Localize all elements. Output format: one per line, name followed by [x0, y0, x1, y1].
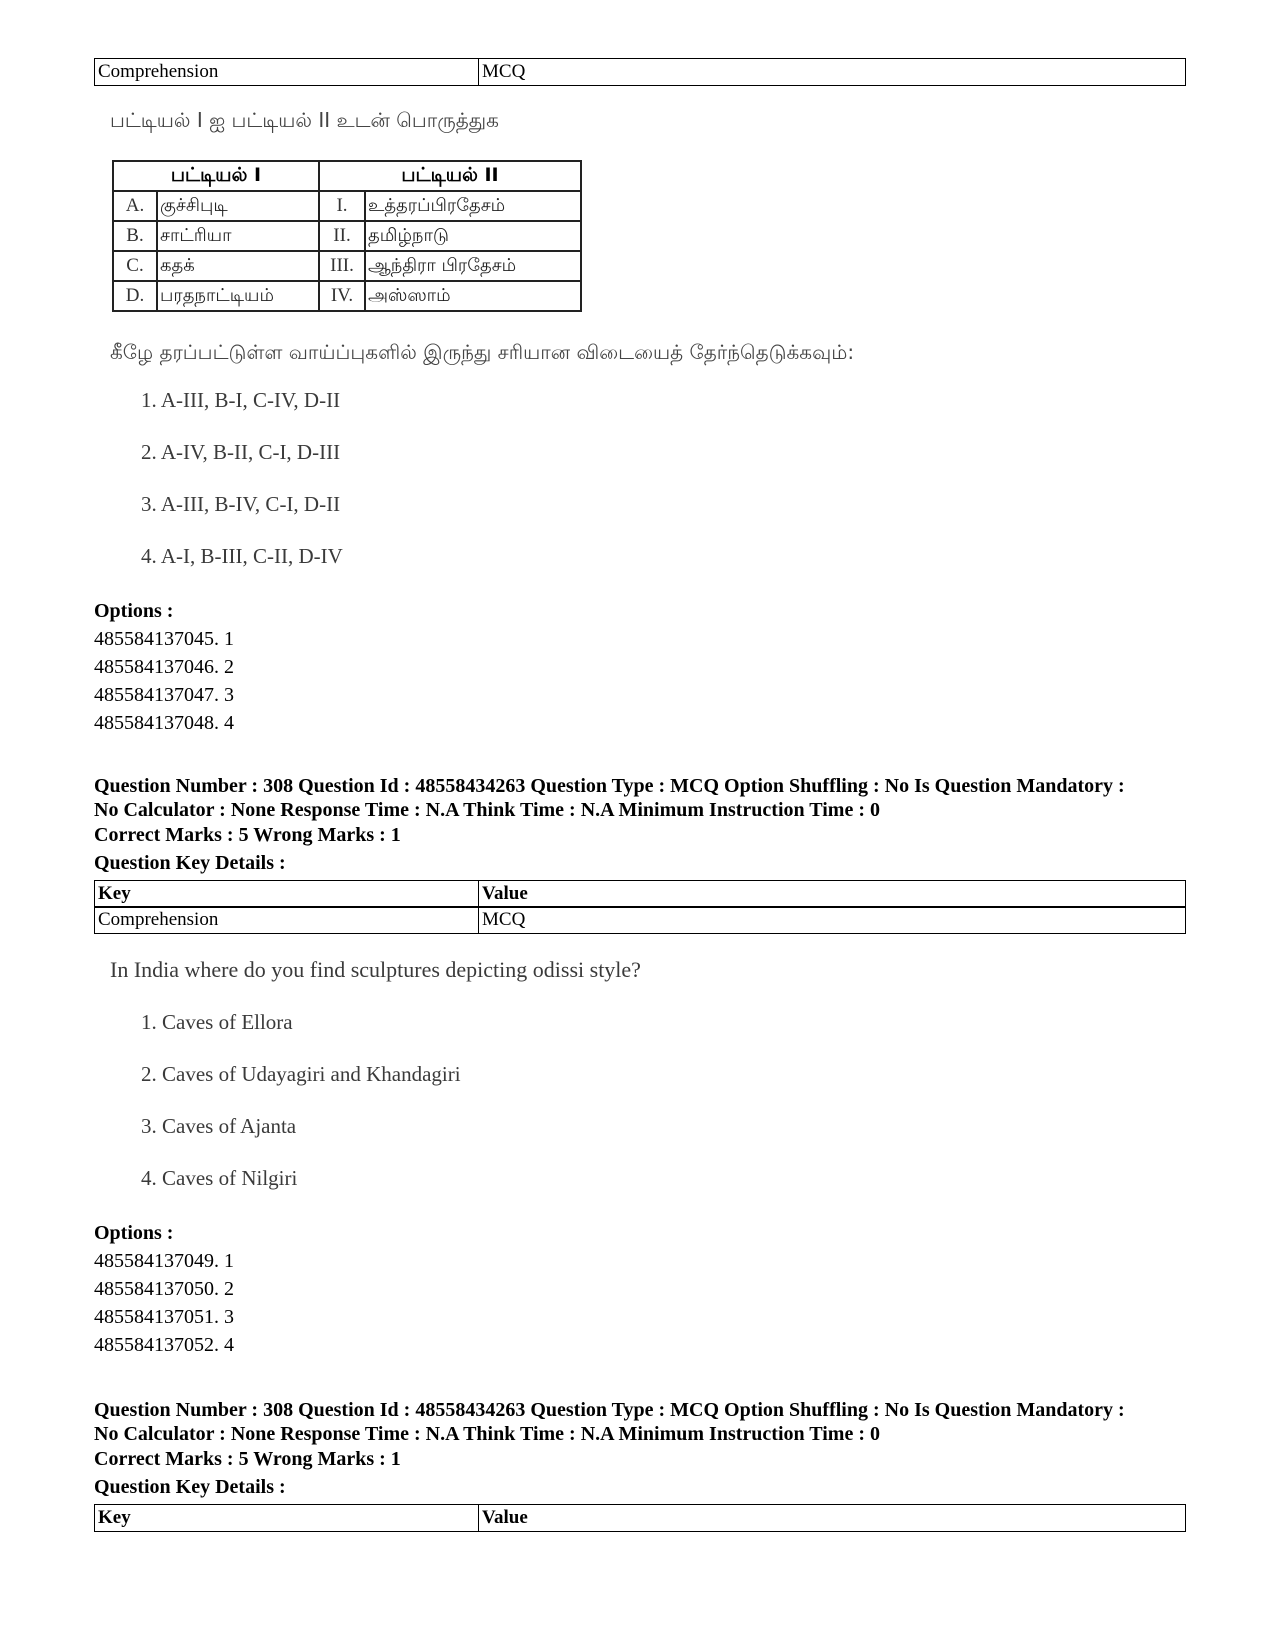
- question-key-table: [94, 58, 1186, 86]
- answer-choice: 3. Caves of Ajanta: [141, 1114, 297, 1138]
- table-row: [95, 881, 1186, 908]
- answer-choice: 3. A-III, B-IV, C-I, D-II: [141, 492, 341, 516]
- list-2-item: ஆந்திரா பிரதேசம்: [365, 251, 581, 281]
- table-row: [95, 907, 1186, 934]
- option-id: 485584137045. 1: [94, 628, 234, 650]
- option-id: 485584137050. 2: [94, 1278, 234, 1300]
- row-letter: D.: [113, 281, 157, 311]
- option-id: 485584137048. 4: [94, 712, 234, 734]
- key-details-label: Question Key Details :: [94, 1476, 286, 1498]
- answer-choice: 1. A-III, B-I, C-IV, D-II: [141, 388, 341, 412]
- question-meta-line: Question Number : 308 Question Id : 48558434263 Question Type : MCQ Option Shuffling : No Is Question Mandatory :: [94, 1399, 1125, 1421]
- options-label: Options :: [94, 1222, 174, 1244]
- row-numeral: II.: [319, 221, 365, 251]
- option-id: 485584137047. 3: [94, 684, 234, 706]
- list-2-item: உத்தரப்பிரதேசம்: [365, 191, 581, 221]
- question-text: In India where do you find sculptures depicting odissi style?: [110, 957, 641, 982]
- list-1-item: குச்சிபுடி: [157, 191, 319, 221]
- question-meta-line: Question Number : 308 Question Id : 48558434263 Question Type : MCQ Option Shuffling : No Is Question Mandatory :: [94, 775, 1125, 797]
- row-letter: B.: [113, 221, 157, 251]
- list-2-item: அஸ்ஸாம்: [365, 281, 581, 311]
- key-cell: Comprehension: [95, 907, 479, 934]
- question-meta-line: No Calculator : None Response Time : N.A Think Time : N.A Minimum Instruction Time : 0: [94, 799, 880, 821]
- row-numeral: I.: [319, 191, 365, 221]
- answer-choice: 1. Caves of Ellora: [141, 1010, 293, 1034]
- option-id: 485584137049. 1: [94, 1250, 234, 1272]
- row-letter: A.: [113, 191, 157, 221]
- question-meta: [94, 1398, 1204, 1446]
- value-header: Value: [479, 1505, 1186, 1532]
- key-cell: Comprehension: [95, 59, 479, 86]
- option-id: 485584137046. 2: [94, 656, 234, 678]
- table-row: [113, 281, 581, 311]
- answer-choice: 4. A-I, B-III, C-II, D-IV: [141, 544, 343, 568]
- question-meta-line: No Calculator : None Response Time : N.A Think Time : N.A Minimum Instruction Time : 0: [94, 1423, 880, 1445]
- answer-choice: 2. A-IV, B-II, C-I, D-III: [141, 440, 341, 464]
- row-numeral: IV.: [319, 281, 365, 311]
- answer-choice: 4. Caves of Nilgiri: [141, 1166, 298, 1190]
- value-header: Value: [479, 881, 1186, 908]
- question-meta: [94, 774, 1204, 822]
- table-row: [113, 191, 581, 221]
- key-details-label: Question Key Details :: [94, 852, 286, 874]
- value-cell: MCQ: [479, 907, 1186, 934]
- list-2-item: தமிழ்நாடு: [365, 221, 581, 251]
- match-table: [112, 160, 582, 312]
- list-1-item: பரதநாட்டியம்: [157, 281, 319, 311]
- row-numeral: III.: [319, 251, 365, 281]
- question-key-table-header: [94, 1504, 1186, 1532]
- table-row: [113, 221, 581, 251]
- table-row: [113, 251, 581, 281]
- key-header: Key: [95, 881, 479, 908]
- row-letter: C.: [113, 251, 157, 281]
- marks-line: Correct Marks : 5 Wrong Marks : 1: [94, 824, 401, 846]
- list-1-item: கதக்: [157, 251, 319, 281]
- match-table-header: [113, 161, 581, 191]
- value-cell: MCQ: [479, 59, 1186, 86]
- question-key-table-header: [94, 880, 1186, 908]
- options-label: Options :: [94, 600, 174, 622]
- table-row: [95, 1505, 1186, 1532]
- question-instruction: பட்டியல் I ஐ பட்டியல் II உடன் பொருத்துக: [110, 108, 499, 132]
- question-key-table: [94, 906, 1186, 934]
- table-row: [95, 59, 1186, 86]
- option-id: 485584137052. 4: [94, 1334, 234, 1356]
- option-id: 485584137051. 3: [94, 1306, 234, 1328]
- answer-choice: 2. Caves of Udayagiri and Khandagiri: [141, 1062, 461, 1086]
- list-1-header: பட்டியல் I: [113, 161, 319, 191]
- key-header: Key: [95, 1505, 479, 1532]
- list-2-header: பட்டியல் II: [319, 161, 581, 191]
- list-1-item: சாட்ரியா: [157, 221, 319, 251]
- question-prompt: கீழே தரப்பட்டுள்ள வாய்ப்புகளில் இருந்து சரியான விடையைத் தேர்ந்தெடுக்கவும்:: [110, 340, 855, 364]
- marks-line: Correct Marks : 5 Wrong Marks : 1: [94, 1448, 401, 1470]
